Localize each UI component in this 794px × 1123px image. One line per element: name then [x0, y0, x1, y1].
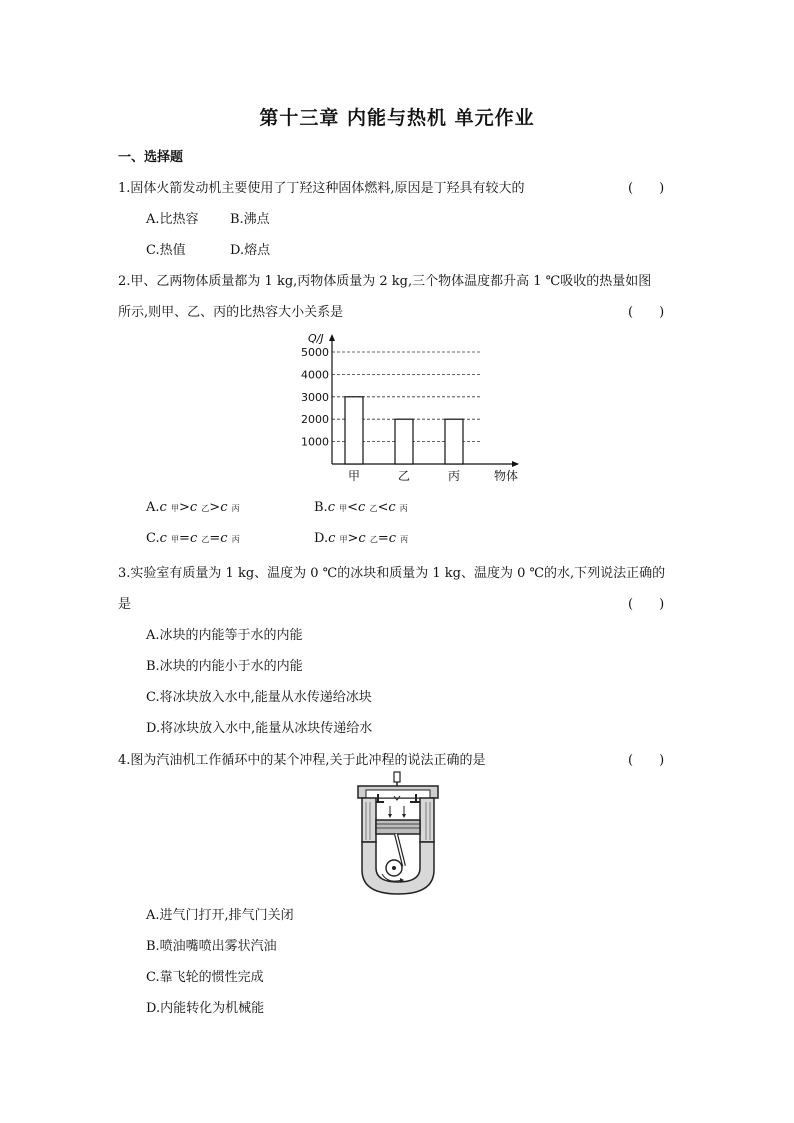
question-3-stem-line2: 是 — [118, 597, 132, 612]
subscript: 丙 — [231, 535, 240, 544]
question-1-option-a: A.比热容 — [146, 212, 199, 227]
question-4-answer-blank: ( ) — [628, 753, 665, 768]
section-heading: 一、选择题 — [118, 150, 184, 165]
bar-3 — [445, 419, 463, 464]
question-2-option-a — [146, 500, 240, 515]
option-b-prefix: B. — [314, 500, 328, 515]
y-tick-label: 5000 — [301, 346, 329, 359]
question-3-answer-blank: ( ) — [628, 597, 665, 612]
c-symbol: c — [220, 531, 228, 546]
gasoline-engine-icon — [352, 770, 444, 898]
c-symbol: c — [328, 531, 336, 546]
subscript: 丙 — [231, 504, 240, 513]
question-4-stem: 4.图为汽油机工作循环中的某个冲程,关于此冲程的说法正确的是 — [118, 753, 486, 768]
bar-2 — [395, 419, 413, 464]
c-symbol: c — [159, 531, 167, 546]
page-title: 第十三章 内能与热机 单元作业 — [259, 107, 535, 129]
operator: = — [179, 531, 190, 546]
question-3-option-c: C.将冰块放入水中,能量从水传递给冰块 — [146, 690, 372, 705]
operator: > — [209, 500, 221, 515]
question-2-answer-blank: ( ) — [628, 305, 665, 320]
question-4-option-b: B.喷油嘴喷出雾状汽油 — [146, 939, 277, 954]
c-symbol: c — [358, 500, 366, 515]
question-4-option-a: A.进气门打开,排气门关闭 — [146, 908, 294, 923]
question-3-option-a: A.冰块的内能等于水的内能 — [146, 628, 303, 643]
subscript: 甲 — [339, 504, 348, 513]
subscript: 乙 — [201, 535, 210, 544]
x-category-label: 甲 — [347, 469, 361, 483]
operator: = — [377, 531, 389, 546]
question-3-stem-line1: 3.实验室有质量为 1 kg、温度为 0 ℃的冰块和质量为 1 kg、温度为 0 ℃的水,下列说法正确的 — [118, 566, 666, 581]
subscript: 丙 — [399, 504, 408, 513]
operator: < — [347, 500, 359, 515]
question-3-option-b: B.冰块的内能小于水的内能 — [146, 659, 303, 674]
y-tick-label: 3000 — [301, 390, 329, 404]
c-symbol: c — [388, 500, 396, 515]
option-d-prefix: D. — [314, 531, 329, 546]
y-axis-arrow — [329, 334, 335, 341]
heat-bar-chart — [290, 330, 530, 490]
c-symbol: c — [327, 500, 335, 515]
option-a-prefix: A. — [146, 500, 160, 515]
question-1-option-c: C.热值 — [146, 243, 186, 258]
x-category-label: 丙 — [447, 469, 461, 483]
question-2-option-d — [314, 531, 408, 546]
c-symbol: c — [358, 531, 366, 546]
x-category-label: 乙 — [397, 469, 411, 483]
subscript: 乙 — [369, 535, 378, 544]
question-1-option-d: D.熔点 — [230, 243, 271, 258]
c-symbol: c — [388, 531, 397, 546]
subscript: 甲 — [171, 535, 180, 544]
question-1-answer-blank: ( ) — [628, 181, 665, 196]
subscript: 乙 — [201, 504, 210, 513]
y-tick-label: 4000 — [301, 368, 329, 382]
x-axis-arrow — [512, 461, 519, 467]
question-1-stem: 1.固体火箭发动机主要使用了丁羟这种固体燃料,原因是丁羟具有较大的 — [118, 181, 525, 196]
question-1-option-b: B.沸点 — [230, 212, 270, 227]
subscript: 丙 — [400, 535, 409, 544]
y-tick-label: 1000 — [301, 435, 329, 449]
question-2-stem-line1: 2.甲、乙两物体质量都为 1 kg,丙物体质量为 2 kg,三个物体温度都升高 1 ℃吸收的热量如图 — [118, 274, 652, 289]
operator: < — [377, 500, 389, 515]
c-symbol: c — [220, 500, 228, 515]
operator: > — [347, 531, 359, 546]
c-symbol: c — [189, 500, 198, 515]
subscript: 乙 — [369, 504, 378, 513]
x-axis-label: 物体 — [494, 469, 519, 483]
operator: > — [178, 500, 190, 515]
c-symbol: c — [189, 531, 198, 546]
bar-1 — [345, 397, 363, 464]
question-4-option-c: C.靠飞轮的惯性完成 — [146, 970, 264, 985]
question-2-stem-line2: 所示,则甲、乙、丙的比热容大小关系是 — [118, 305, 344, 320]
y-tick-label: 2000 — [301, 413, 329, 427]
option-c-prefix: C. — [146, 531, 160, 546]
operator: = — [209, 531, 221, 546]
subscript: 甲 — [339, 535, 348, 544]
question-4-option-d: D.内能转化为机械能 — [146, 1001, 265, 1016]
question-3-option-d: D.将冰块放入水中,能量从冰块传递给水 — [146, 721, 373, 736]
question-2-option-b — [314, 500, 408, 515]
y-axis-label: Q/J — [308, 332, 324, 345]
question-2-option-c — [146, 531, 240, 546]
subscript: 甲 — [170, 504, 179, 513]
c-symbol: c — [159, 500, 167, 515]
